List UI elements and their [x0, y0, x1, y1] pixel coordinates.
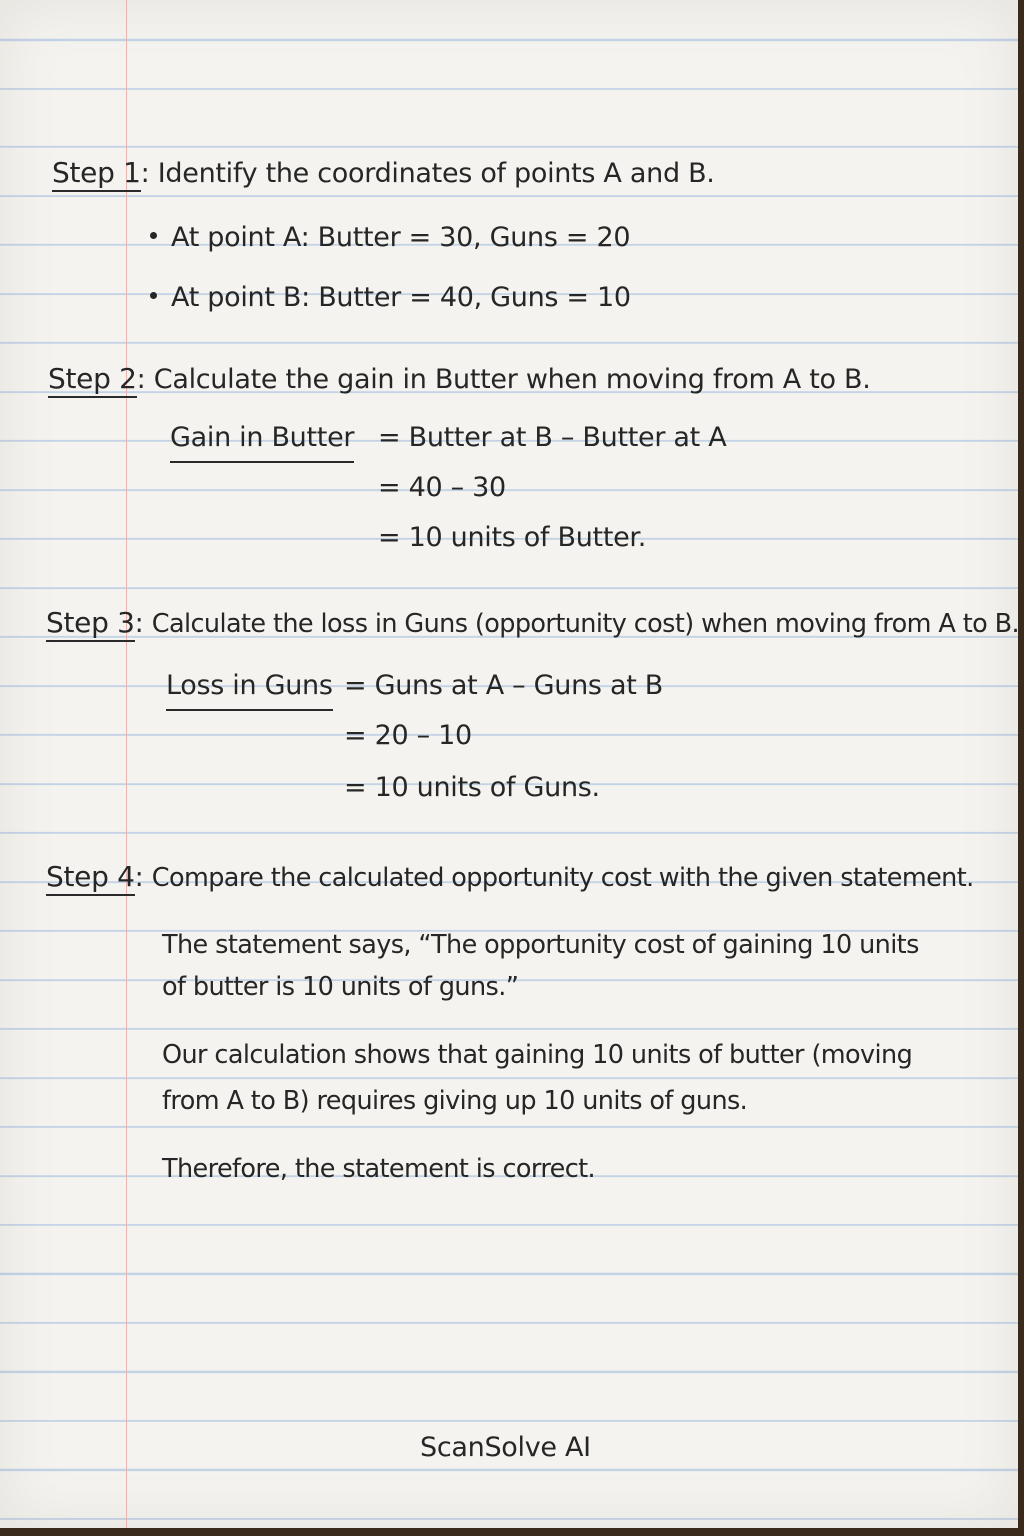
step-2-equation-line-1: = Butter at B – Butter at A — [378, 422, 727, 453]
step-3-equation-line-2: = 20 – 10 — [344, 720, 472, 751]
step-3-heading — [46, 606, 1019, 639]
footer-brand: ScanSolve AI — [420, 1432, 591, 1463]
calculation-paragraph-line-2: from A to B) requires giving up 10 units of guns. — [162, 1086, 748, 1116]
step-1-heading — [52, 156, 715, 189]
conclusion-text: Therefore, the statement is correct. — [162, 1154, 596, 1184]
bullet-point-a — [150, 222, 630, 253]
step-2-text: Calculate the gain in Butter when moving from A to B. — [153, 364, 871, 395]
step-1-text: Identify the coordinates of points A and B. — [157, 158, 715, 189]
margin-line — [126, 0, 127, 1528]
bullet-point-a-text: At point A: Butter = 30, Guns = 20 — [171, 222, 631, 253]
step-3-colon: : — [134, 608, 144, 639]
bullet-point-b — [150, 282, 631, 313]
step-4-text: Compare the calculated opportunity cost with the given statement. — [151, 863, 974, 893]
bullet-point-b-text: At point B: Butter = 40, Guns = 10 — [171, 282, 631, 313]
loss-in-guns-label: Loss in Guns — [166, 670, 333, 701]
step-3-equation-line-1: = Guns at A – Guns at B — [344, 670, 663, 701]
step-4-colon: : — [134, 862, 144, 893]
gain-in-butter-label: Gain in Butter — [170, 422, 354, 453]
step-4-label: Step 4 — [46, 860, 135, 896]
step-2-colon: : — [136, 364, 146, 395]
bullet-dot — [150, 292, 157, 299]
step-3-equation-line-3: = 10 units of Guns. — [344, 772, 600, 803]
bullet-dot — [150, 232, 157, 239]
step-3-text: Calculate the loss in Guns (opportunity cost) when moving from A to B. — [151, 609, 1020, 639]
step-2-label: Step 2 — [48, 362, 137, 398]
step-2-equation-line-3: = 10 units of Butter. — [378, 522, 647, 553]
step-1-label: Step 1 — [52, 156, 141, 192]
step-3-label: Step 3 — [46, 606, 135, 642]
calculation-paragraph-line-1: Our calculation shows that gaining 10 units of butter (moving — [162, 1040, 913, 1070]
step-2-equation-line-2: = 40 – 30 — [378, 472, 506, 503]
statement-paragraph-line-2: of butter is 10 units of guns.” — [162, 972, 519, 1002]
step-1-colon: : — [140, 158, 150, 189]
step-2-heading — [48, 362, 871, 395]
statement-paragraph-line-1: The statement says, “The opportunity cost of gaining 10 units — [162, 930, 919, 960]
step-4-heading — [46, 860, 974, 893]
